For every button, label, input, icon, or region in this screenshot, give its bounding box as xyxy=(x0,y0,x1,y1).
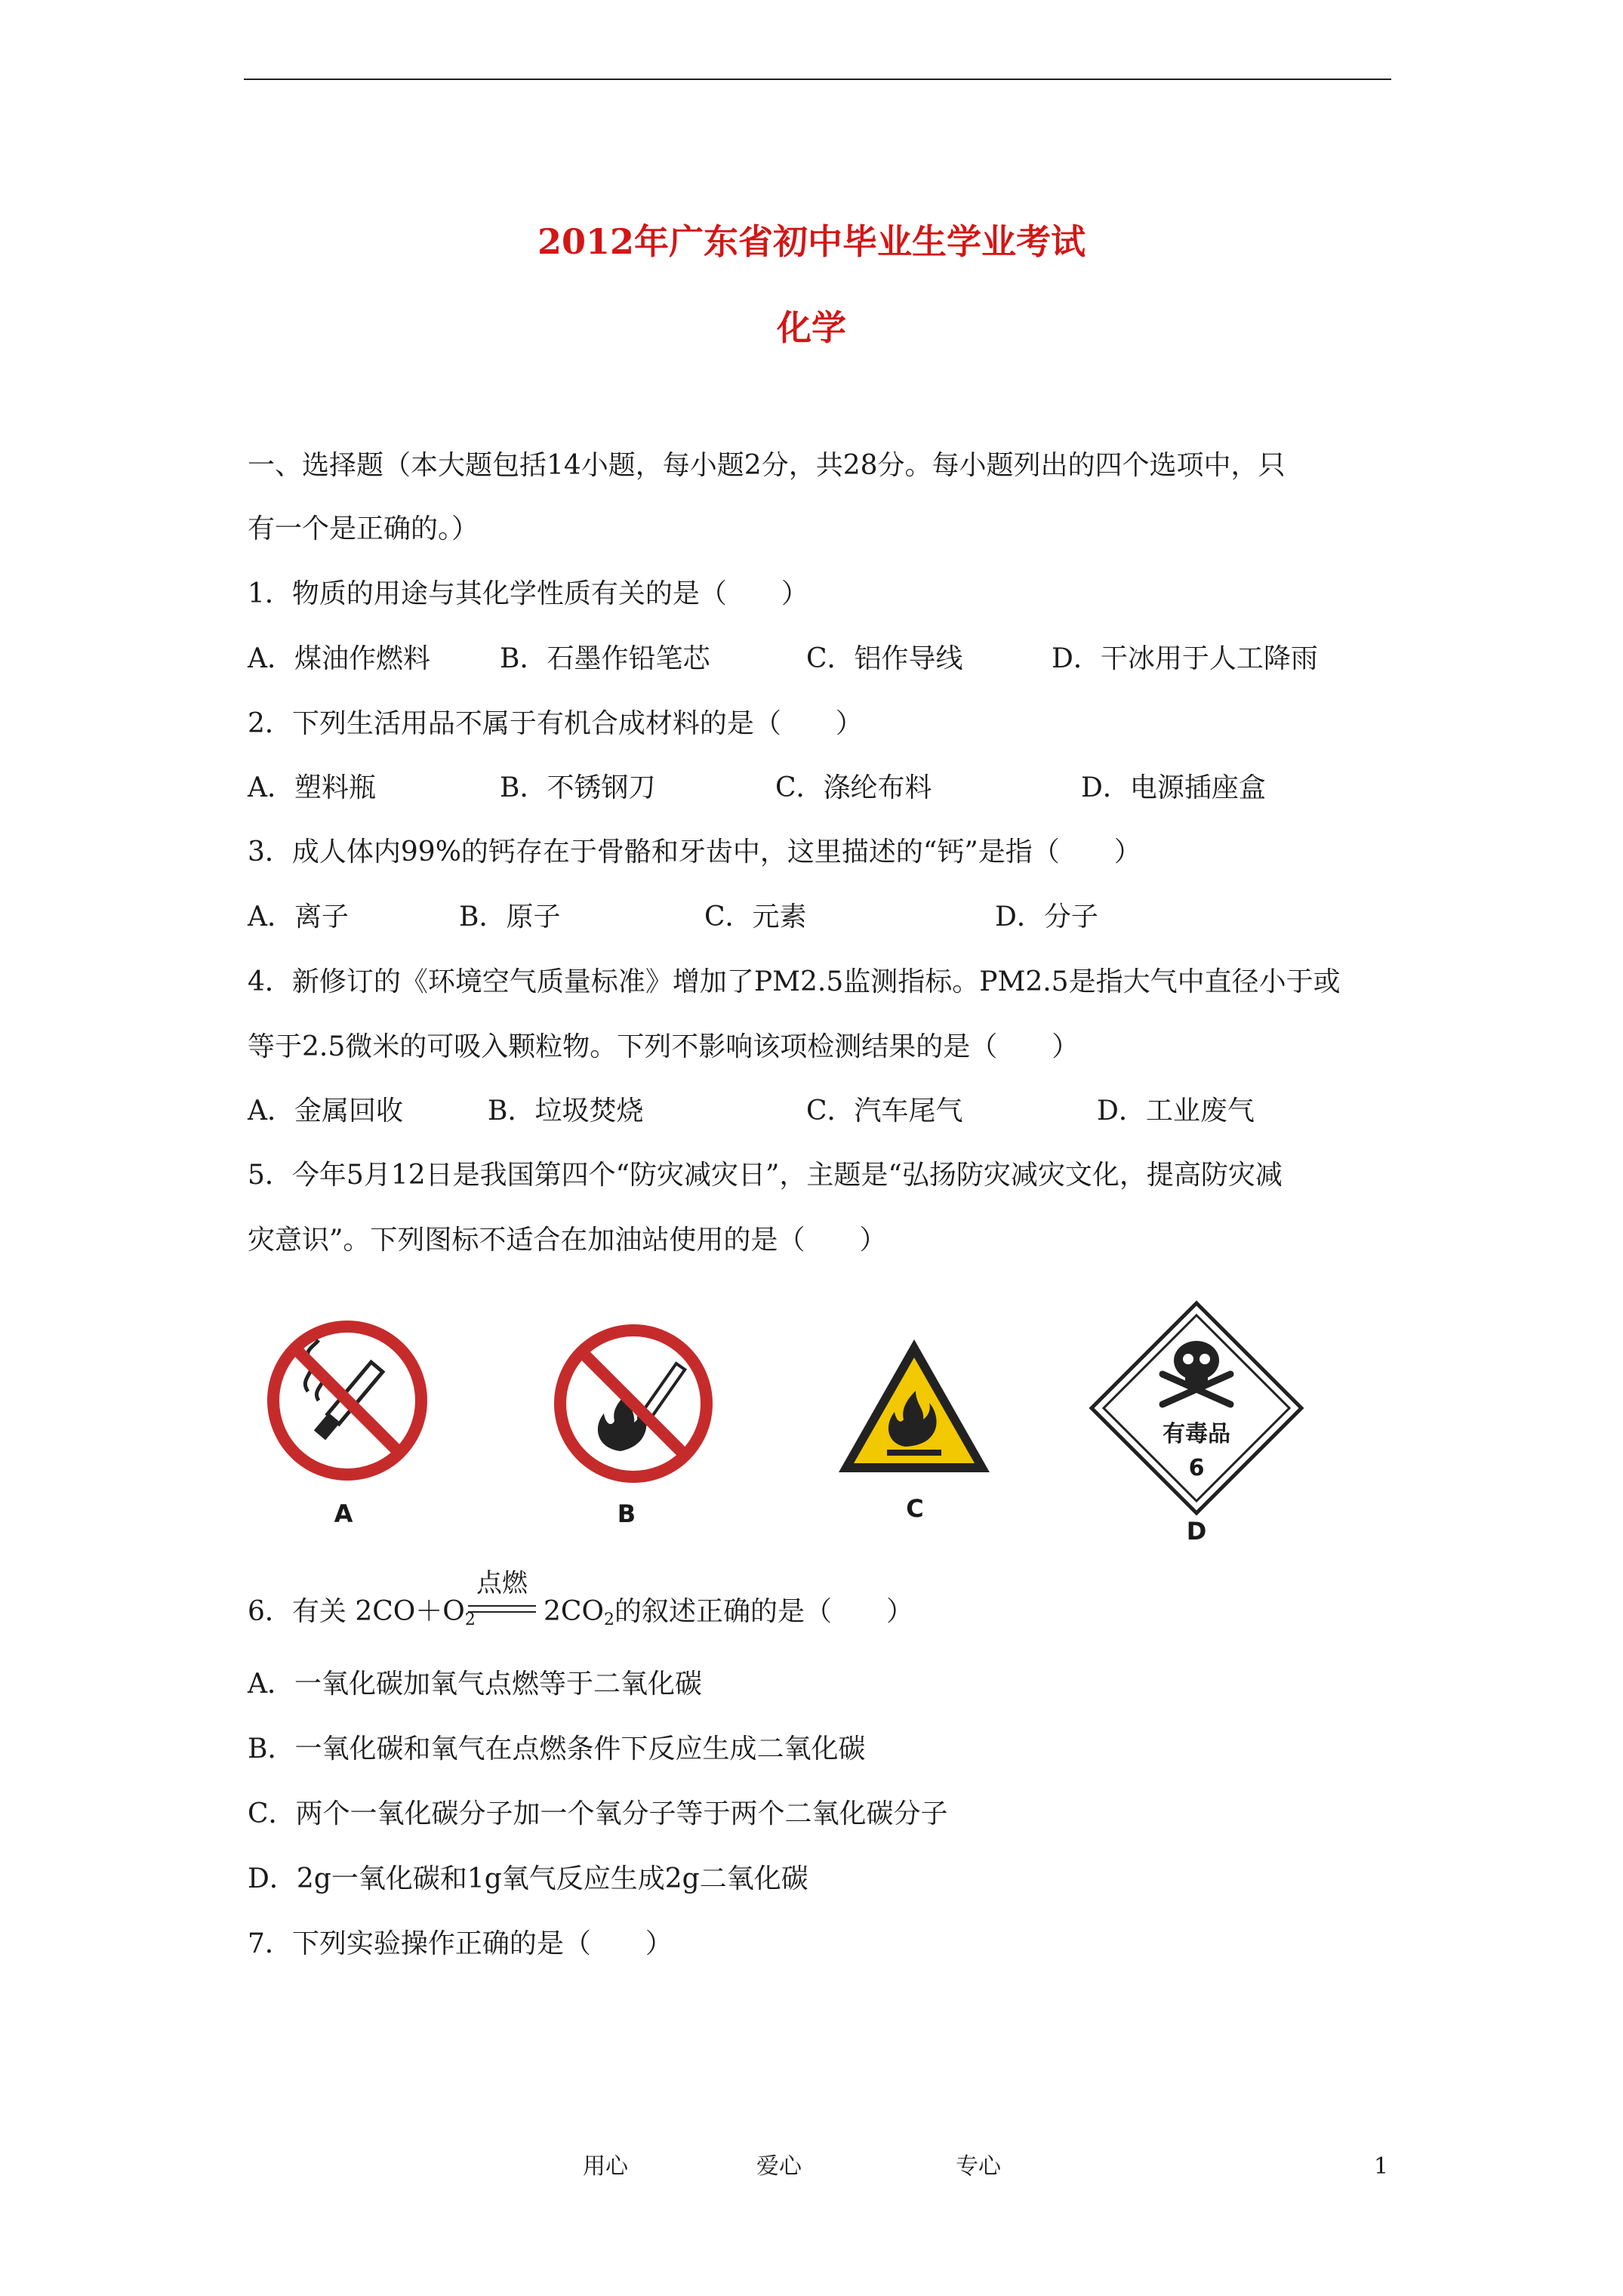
section-heading-line2: 有一个是正确的。） xyxy=(248,513,479,544)
header-rule xyxy=(244,79,1391,80)
question-4-option-a: A．金属回收 xyxy=(248,1096,403,1126)
question-5-stem-line2: 灾意识”。下列图标不适合在加油站使用的是（ ） xyxy=(248,1225,887,1256)
question-3-option-c: C．元素 xyxy=(704,901,807,932)
flammable-warning-icon xyxy=(834,1335,994,1478)
sign-label-c: C xyxy=(906,1494,924,1523)
question-3-option-b: B．原子 xyxy=(459,901,561,932)
question-2-option-c: C．涤纶布料 xyxy=(775,772,932,803)
question-1-option-b: B．石墨作铅笔芯 xyxy=(500,643,710,674)
sign-label-a: A xyxy=(334,1499,353,1528)
question-1-option-d: D．干冰用于人工降雨 xyxy=(1052,643,1318,674)
question-2-stem: 2．下列生活用品不属于有机合成材料的是（ ） xyxy=(248,708,863,739)
co2-subscript: 2 xyxy=(603,1610,614,1629)
question-6-stem xyxy=(248,1593,476,1639)
exam-title: 2012年广东省初中毕业生学业考试 xyxy=(537,221,1086,262)
question-4-option-c: C．汽车尾气 xyxy=(806,1096,963,1126)
question-6-option-d: D．2g一氧化碳和1g氧气反应生成2g二氧化碳 xyxy=(248,1863,808,1894)
page-number: 1 xyxy=(1374,2153,1389,2180)
no-open-flame-icon xyxy=(551,1321,716,1486)
question-6-option-b: B．一氧化碳和氧气在点燃条件下反应生成二氧化碳 xyxy=(248,1734,866,1764)
no-smoking-icon xyxy=(264,1318,430,1484)
question-7-stem: 7．下列实验操作正确的是（ ） xyxy=(248,1928,673,1959)
question-6-option-c: C．两个一氧化碳分子加一个氧分子等于两个二氧化碳分子 xyxy=(248,1798,948,1829)
toxic-hazard-icon xyxy=(1087,1299,1306,1518)
question-1-option-c: C．铝作导线 xyxy=(806,643,963,674)
question-6-stem-suffix: 的叙述正确的是（ ） xyxy=(614,1596,913,1627)
question-4-stem-line1: 4．新修订的《环境空气质量标准》增加了PM2.5监测指标。PM2.5是指大气中直径小于或 xyxy=(248,966,1341,997)
section-heading-line1: 一、选择题（本大题包括14小题，每小题2分，共28分。每小题列出的四个选项中，只 xyxy=(248,450,1286,481)
question-2-option-d: D．电源插座盒 xyxy=(1081,772,1266,803)
footer-item-3: 专心 xyxy=(956,2153,1001,2180)
toxic-sign-text: 有毒品 xyxy=(1163,1421,1230,1447)
question-3-option-a: A．离子 xyxy=(248,901,349,932)
question-4-option-d: D．工业废气 xyxy=(1097,1096,1255,1126)
question-4-stem-line2: 等于2.5微米的可吸入颗粒物。下列不影响该项检测结果的是（ ） xyxy=(248,1031,1079,1062)
question-3-stem: 3．成人体内99%的钙存在于骨骼和牙齿中，这里描述的“钙”是指（ ） xyxy=(248,837,1141,868)
question-1-stem: 1．物质的用途与其化学性质有关的是（ ） xyxy=(248,578,808,609)
equals-bar-bottom xyxy=(468,1611,536,1613)
question-4-option-b: B．垃圾焚烧 xyxy=(488,1096,644,1126)
question-2-option-a: A．塑料瓶 xyxy=(248,772,376,803)
product-formula: 2CO xyxy=(544,1596,604,1627)
reaction-condition: 点燃 xyxy=(476,1568,528,1598)
question-1-option-a: A．煤油作燃料 xyxy=(248,643,430,674)
sign-label-b: B xyxy=(617,1499,636,1528)
sign-label-d: D xyxy=(1186,1517,1207,1546)
footer-item-1: 用心 xyxy=(583,2153,628,2180)
footer-item-2: 爱心 xyxy=(756,2153,802,2180)
question-3-option-d: D．分子 xyxy=(995,901,1098,932)
question-6-stem-prefix: 6．有关 2CO＋O xyxy=(248,1596,465,1627)
o2-subscript: 2 xyxy=(464,1610,476,1629)
question-6-product xyxy=(544,1593,913,1639)
question-6-option-a: A．一氧化碳加氧气点燃等于二氧化碳 xyxy=(248,1669,702,1700)
question-5-stem-line1: 5．今年5月12日是我国第四个“防灾减灾日”，主题是“弘扬防灾减灾文化，提高防灾减 xyxy=(248,1160,1283,1191)
subject-title: 化学 xyxy=(777,307,846,348)
equals-bar-top xyxy=(468,1605,536,1607)
question-2-option-b: B．不锈钢刀 xyxy=(500,772,656,803)
toxic-sign-number: 6 xyxy=(1188,1455,1205,1481)
